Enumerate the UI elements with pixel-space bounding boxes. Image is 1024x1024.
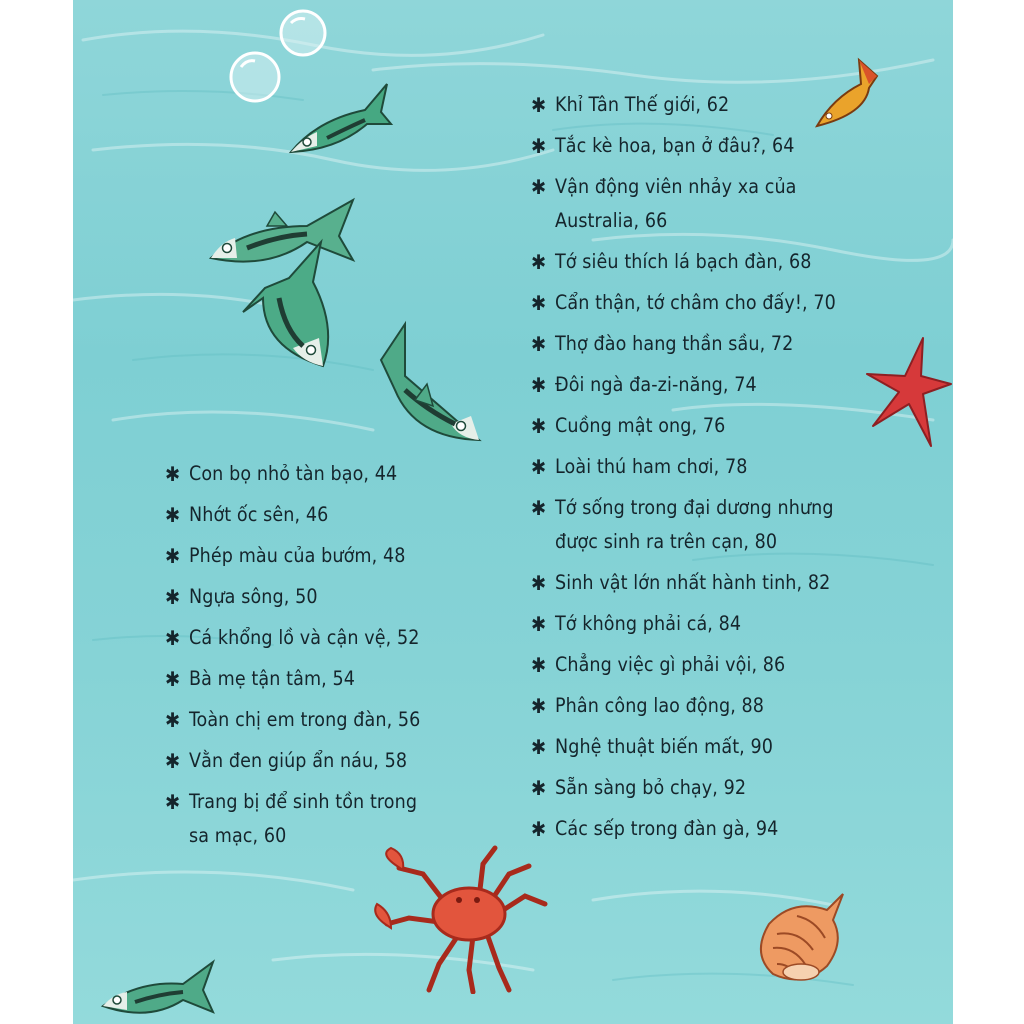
asterisk-icon: ✱ xyxy=(531,653,547,677)
asterisk-icon: ✱ xyxy=(531,332,547,356)
toc-entry-text: Phân công lao động, 88 xyxy=(555,694,765,717)
toc-entry-text: Khỉ Tân Thế giới, 62 xyxy=(555,93,730,116)
toc-entry[interactable] xyxy=(531,286,911,320)
toc-entry-text: Tắc kè hoa, bạn ở đâu?, 64 xyxy=(555,134,795,157)
asterisk-icon: ✱ xyxy=(531,455,547,479)
toc-entry-text: Tớ sống trong đại dương nhưng xyxy=(555,496,834,519)
toc-entry-text: Vận động viên nhảy xa của xyxy=(555,175,797,198)
toc-entry-text: Chẳng việc gì phải vội, 86 xyxy=(555,653,786,676)
asterisk-icon: ✱ xyxy=(531,817,547,841)
asterisk-icon: ✱ xyxy=(165,749,181,773)
asterisk-icon: ✱ xyxy=(531,496,547,520)
toc-entry[interactable] xyxy=(531,689,911,723)
toc-entry[interactable] xyxy=(531,327,911,361)
toc-entry-text-continued: Australia, 66 xyxy=(555,209,668,232)
asterisk-icon: ✱ xyxy=(531,776,547,800)
toc-entry[interactable] xyxy=(531,368,911,402)
toc-entry[interactable] xyxy=(531,170,911,238)
toc-entry[interactable] xyxy=(531,245,911,279)
toc-entry[interactable] xyxy=(165,539,495,573)
toc-entry[interactable] xyxy=(165,703,495,737)
asterisk-icon: ✱ xyxy=(165,462,181,486)
toc-entry[interactable] xyxy=(531,730,911,764)
crab-icon xyxy=(369,844,549,994)
toc-entry[interactable] xyxy=(165,457,495,491)
toc-entry[interactable] xyxy=(531,607,911,641)
toc-entry-text: Phép màu của bướm, 48 xyxy=(189,544,406,567)
asterisk-icon: ✱ xyxy=(165,790,181,814)
toc-entry-text: Cá khổng lồ và cận vệ, 52 xyxy=(189,626,420,649)
toc-entry[interactable] xyxy=(165,621,495,655)
toc-entry-text-continued: được sinh ra trên cạn, 80 xyxy=(555,530,778,553)
toc-entry[interactable] xyxy=(531,450,911,484)
asterisk-icon: ✱ xyxy=(531,175,547,199)
asterisk-icon: ✱ xyxy=(531,694,547,718)
toc-entry[interactable] xyxy=(165,744,495,778)
toc-list-left xyxy=(165,457,495,860)
asterisk-icon: ✱ xyxy=(531,93,547,117)
toc-entry-text: Tớ siêu thích lá bạch đàn, 68 xyxy=(555,250,812,273)
toc-entry-text: Các sếp trong đàn gà, 94 xyxy=(555,817,779,840)
toc-entry-text: Loài thú ham chơi, 78 xyxy=(555,455,748,478)
toc-entry[interactable] xyxy=(531,88,911,122)
green-fish-icon xyxy=(99,956,219,1024)
toc-list-right xyxy=(531,88,911,853)
asterisk-icon: ✱ xyxy=(165,708,181,732)
toc-entry-text: Toàn chị em trong đàn, 56 xyxy=(189,708,421,731)
green-fish-icon xyxy=(287,80,397,160)
toc-entry[interactable] xyxy=(165,662,495,696)
toc-entry-text: Sinh vật lớn nhất hành tinh, 82 xyxy=(555,571,831,594)
toc-entry-text: Con bọ nhỏ tàn bạo, 44 xyxy=(189,462,398,485)
asterisk-icon: ✱ xyxy=(531,612,547,636)
asterisk-icon: ✱ xyxy=(165,503,181,527)
asterisk-icon: ✱ xyxy=(531,735,547,759)
toc-entry[interactable] xyxy=(531,491,911,559)
toc-entry-text: Tớ không phải cá, 84 xyxy=(555,612,742,635)
asterisk-icon: ✱ xyxy=(531,250,547,274)
asterisk-icon: ✱ xyxy=(165,626,181,650)
toc-entry[interactable] xyxy=(531,409,911,443)
toc-entry-text: Ngựa sông, 50 xyxy=(189,585,318,608)
toc-entry-text: Cẩn thận, tớ châm cho đấy!, 70 xyxy=(555,291,836,314)
book-page xyxy=(73,0,953,1024)
toc-entry[interactable] xyxy=(165,580,495,614)
toc-entry[interactable] xyxy=(531,129,911,163)
asterisk-icon: ✱ xyxy=(531,571,547,595)
asterisk-icon: ✱ xyxy=(165,544,181,568)
toc-entry[interactable] xyxy=(165,498,495,532)
toc-entry[interactable] xyxy=(165,785,495,853)
toc-entry-text: Thợ đào hang thần sầu, 72 xyxy=(555,332,794,355)
green-fish-icon xyxy=(375,320,485,448)
toc-entry[interactable] xyxy=(531,812,911,846)
green-fish-icon xyxy=(233,238,343,373)
asterisk-icon: ✱ xyxy=(531,134,547,158)
toc-entry[interactable] xyxy=(531,566,911,600)
seashell-icon xyxy=(753,890,849,984)
asterisk-icon: ✱ xyxy=(531,291,547,315)
toc-entry-text: Bà mẹ tận tâm, 54 xyxy=(189,667,356,690)
toc-entry-text: Nghệ thuật biến mất, 90 xyxy=(555,735,774,758)
asterisk-icon: ✱ xyxy=(531,414,547,438)
toc-entry[interactable] xyxy=(531,648,911,682)
asterisk-icon: ✱ xyxy=(531,373,547,397)
toc-entry[interactable] xyxy=(531,771,911,805)
asterisk-icon: ✱ xyxy=(165,585,181,609)
toc-entry-text: Vằn đen giúp ẩn náu, 58 xyxy=(189,749,408,772)
toc-entry-text: Trang bị để sinh tồn trong xyxy=(189,790,418,813)
toc-entry-text: Nhớt ốc sên, 46 xyxy=(189,503,329,526)
toc-entry-text-continued: sa mạc, 60 xyxy=(189,824,287,847)
toc-entry-text: Đôi ngà đa-zi-năng, 74 xyxy=(555,373,757,396)
toc-entry-text: Cuồng mật ong, 76 xyxy=(555,414,726,437)
asterisk-icon: ✱ xyxy=(165,667,181,691)
toc-entry-text: Sẵn sàng bỏ chạy, 92 xyxy=(555,776,747,799)
